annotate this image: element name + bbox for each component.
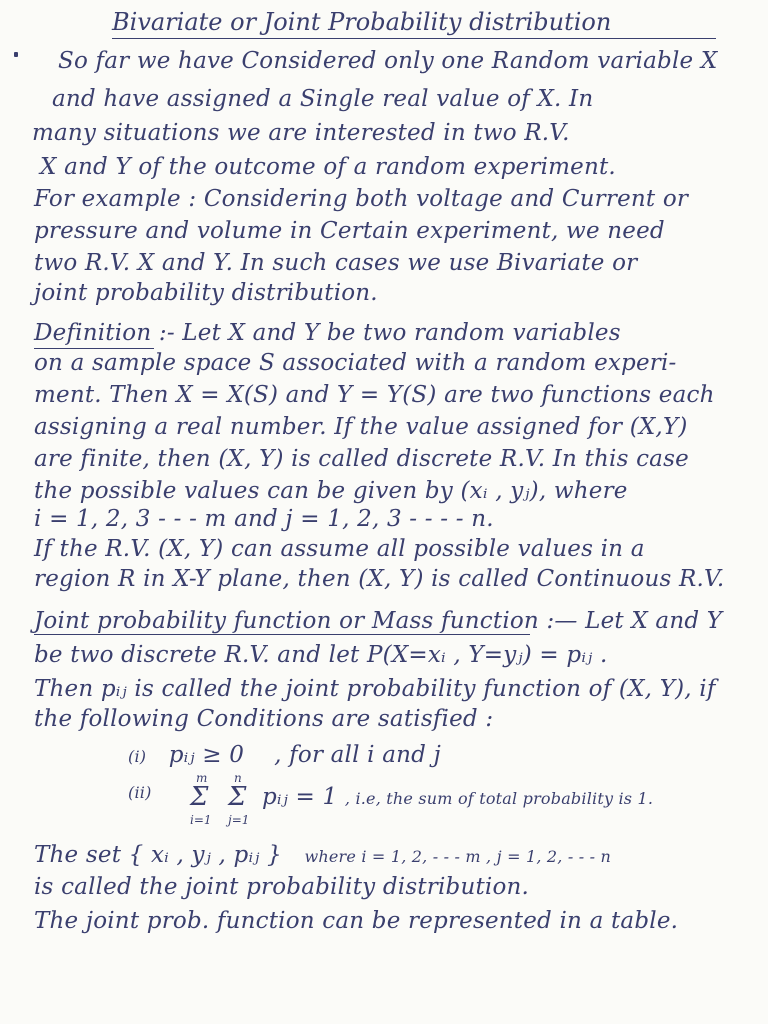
sum-j-lower: j=1 <box>228 813 250 827</box>
intro-line-5: For example : Considering both voltage and Current or <box>34 186 689 212</box>
page-title: Bivariate or Joint Probability distribution <box>112 8 612 36</box>
sum-i-upper: m <box>196 771 208 785</box>
set-notation: The set { xᵢ , yⱼ , pᵢⱼ } <box>34 842 282 868</box>
intro-line-3: many situations we are interested in two R.V. <box>32 120 570 146</box>
intro-line-8: joint probability distribution. <box>34 280 378 306</box>
condition-1 <box>128 740 441 772</box>
set-line <box>34 840 611 872</box>
definition-line-4: assigning a real number. If the value assigned for (X,Y) <box>34 414 688 440</box>
closing-line-1: is called the joint probability distribution. <box>34 874 530 900</box>
pmf-underline <box>34 634 530 635</box>
definition-line-8: If the R.V. (X, Y) can assume all possible values in a <box>34 536 645 562</box>
definition-line-5: are finite, then (X, Y) is called discrete R.V. In this case <box>34 446 689 472</box>
definition-line-3: ment. Then X = X(S) and Y = Y(S) are two functions each <box>34 382 715 408</box>
definition-line-2: on a sample space S associated with a random experi- <box>34 350 677 376</box>
pmf-line-4: the following Conditions are satisfied : <box>34 706 494 732</box>
definition-line-1 <box>34 318 621 348</box>
pmf-line-1 <box>34 606 722 636</box>
condition-1-note: , for all i and j <box>274 742 441 768</box>
title-underline <box>112 38 716 39</box>
pmf-intro: :— Let X and Y <box>546 608 723 634</box>
pmf-line-3: Then pᵢⱼ is called the joint probability function of (X, Y), if <box>34 676 716 702</box>
definition-line-6: the possible values can be given by (xᵢ , yⱼ), where <box>34 478 628 504</box>
margin-mark <box>14 52 18 57</box>
condition-2-note: , i.e, the sum of total probability is 1. <box>344 789 654 808</box>
sum-i-lower: i=1 <box>190 813 212 827</box>
closing-line-2: The joint prob. function can be represented in a table. <box>34 908 679 934</box>
definition-line-7: i = 1, 2, 3 - - - m and j = 1, 2, 3 - - - - n. <box>34 506 494 532</box>
intro-line-1: So far we have Considered only one Random variable X <box>58 48 718 74</box>
intro-line-7: two R.V. X and Y. In such cases we use Bivariate or <box>34 250 638 276</box>
pmf-heading: Joint probability function or Mass function <box>34 608 539 634</box>
intro-line-2: and have assigned a Single real value of X. In <box>52 86 594 112</box>
sigma-i: Σ <box>190 782 209 812</box>
intro-line-4: X and Y of the outcome of a random experiment. <box>40 154 616 180</box>
condition-1-number: (i) <box>128 747 147 766</box>
definition-heading: Definition <box>34 320 152 346</box>
intro-line-6: pressure and volume in Certain experiment, we need <box>34 218 665 244</box>
definition-intro: :- Let X and Y be two random variables <box>158 320 621 346</box>
condition-2-expression: pᵢⱼ = 1 <box>262 784 338 810</box>
definition-line-9: region R in X-Y plane, then (X, Y) is called Continuous R.V. <box>34 566 725 592</box>
sum-j-upper: n <box>234 771 242 785</box>
condition-2 <box>262 782 653 814</box>
condition-1-expression: pᵢⱼ ≥ 0 <box>168 742 245 768</box>
condition-2-number: (ii) <box>128 783 152 802</box>
sigma-j: Σ <box>228 782 247 812</box>
pmf-line-2: be two discrete R.V. and let P(X=xᵢ , Y=yⱼ) = pᵢⱼ . <box>34 642 608 668</box>
set-index-range: where i = 1, 2, - - - m , j = 1, 2, - - - n <box>304 847 612 866</box>
